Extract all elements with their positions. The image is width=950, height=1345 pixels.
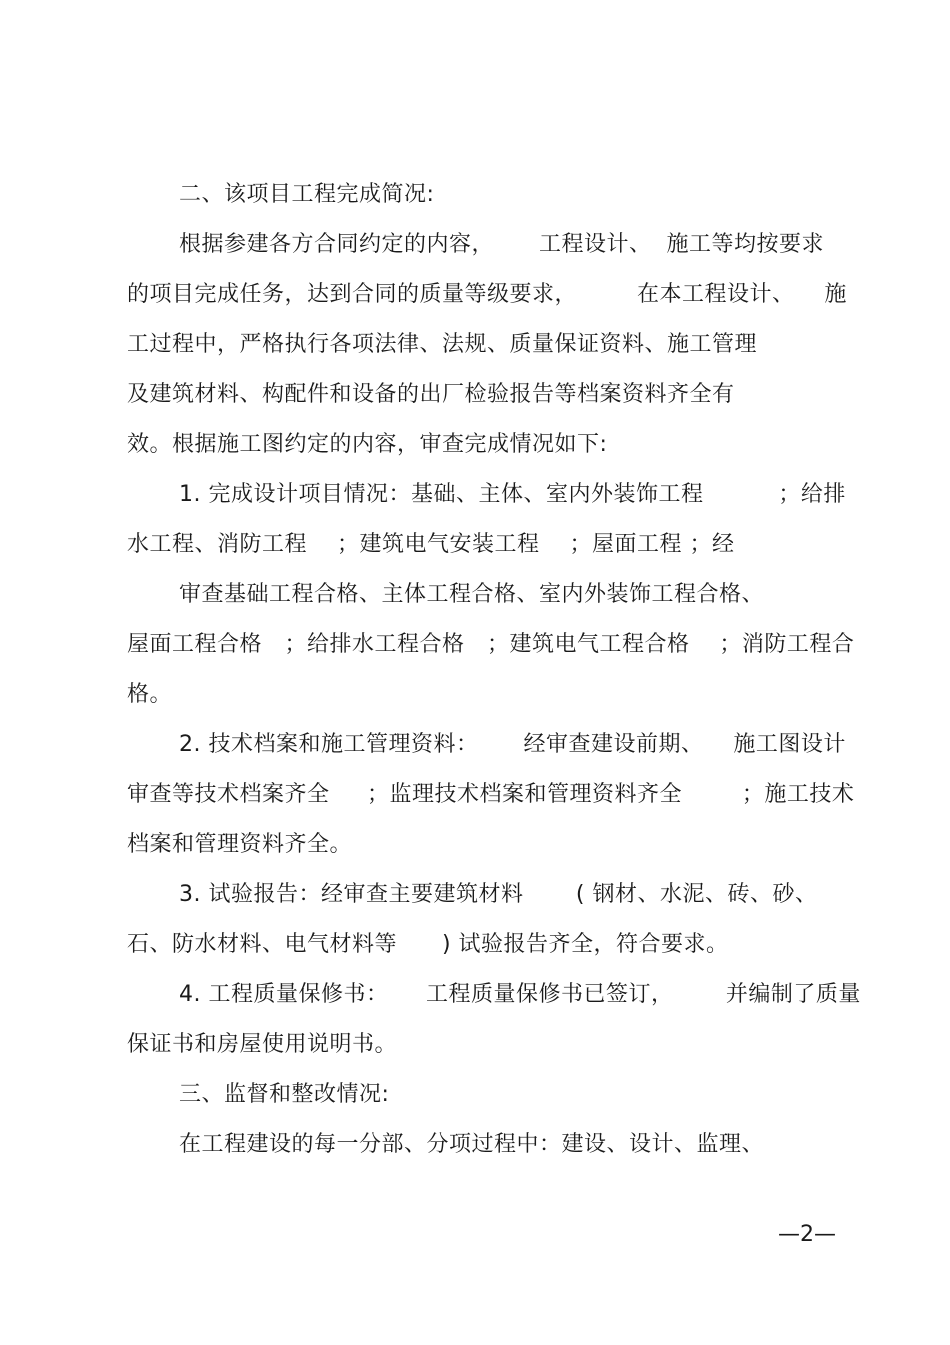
paragraph-line: 格。 xyxy=(127,682,173,707)
list-item-3: 3. 试验报告：经审查主要建筑材料 ( 钢材、水泥、砖、砂、 xyxy=(179,882,818,907)
paragraph-line: 审查等技术档案齐全 ；监理技术档案和管理资料齐全 ；施工技术 xyxy=(127,782,855,807)
list-item-4: 4. 工程质量保修书： 工程质量保修书已签订， 并编制了质量 xyxy=(179,982,861,1007)
page-number: —2— xyxy=(778,1222,836,1247)
paragraph-line: 效。根据施工图约定的内容，审查完成情况如下: xyxy=(127,432,608,457)
paragraph-line: 及建筑材料、构配件和设备的出厂检验报告等档案资料齐全有 xyxy=(127,382,735,407)
list-item-1: 1. 完成设计项目情况：基础、主体、室内外装饰工程 ；给排 xyxy=(179,482,846,507)
section-heading-3: 三、监督和整改情况: xyxy=(179,1082,390,1107)
list-item-2: 2. 技术档案和施工管理资料： 经审查建设前期、 施工图设计 xyxy=(179,732,846,757)
paragraph-line: 工过程中，严格执行各项法律、法规、质量保证资料、施工管理 xyxy=(127,332,758,357)
paragraph-line: 根据参建各方合同约定的内容， 工程设计、 施工等均按要求 xyxy=(179,232,824,257)
paragraph-line: 档案和管理资料齐全。 xyxy=(127,832,353,857)
paragraph-line: 屋面工程合格 ；给排水工程合格 ；建筑电气工程合格 ；消防工程合 xyxy=(127,632,855,657)
paragraph-line: 保证书和房屋使用说明书。 xyxy=(127,1032,398,1057)
paragraph-line: 审查基础工程合格、主体工程合格、室内外装饰工程合格、 xyxy=(179,582,765,607)
paragraph-line: 在工程建设的每一分部、分项过程中：建设、设计、监理、 xyxy=(179,1132,765,1157)
paragraph-line: 的项目完成任务，达到合同的质量等级要求， 在本工程设计、 施 xyxy=(127,282,847,307)
section-heading-2: 二、该项目工程完成简况: xyxy=(179,182,435,207)
paragraph-line: 水工程、消防工程 ；建筑电气安装工程 ；屋面工程 ；经 xyxy=(127,532,735,557)
paragraph-line: 石、防水材料、电气材料等 ) 试验报告齐全，符合要求。 xyxy=(127,932,729,957)
